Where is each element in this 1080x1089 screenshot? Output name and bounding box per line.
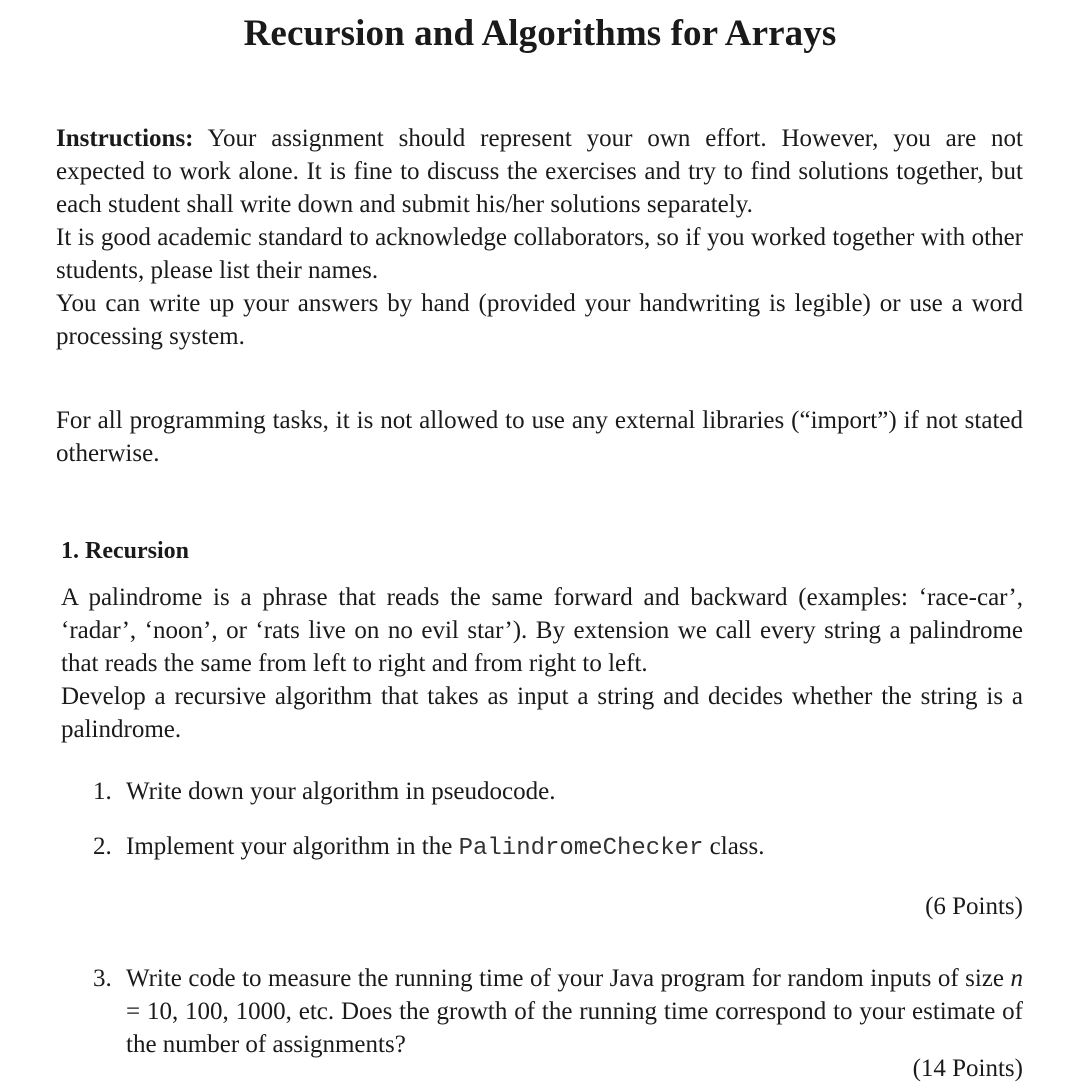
points-label-2: (14 Points) xyxy=(912,1055,1023,1082)
instructions-lead: Instructions: xyxy=(56,125,194,152)
page-title: Recursion and Algorithms for Arrays xyxy=(243,13,837,54)
instructions-paragraph-1 xyxy=(56,122,1023,221)
class-name-code: PalindromeChecker xyxy=(458,835,704,862)
points-label-1: (6 Points) xyxy=(925,893,1023,920)
section-paragraph-2: Develop a recursive algorithm that takes as input a string and decides whether the string is a palindrome. xyxy=(61,683,1023,743)
section-body xyxy=(61,581,1023,746)
task-item-3 xyxy=(93,962,1023,1061)
instructions-text-3: You can write up your answers by hand (provided your handwriting is legible) or use a word processing system. xyxy=(56,290,1023,350)
task-item-2 xyxy=(93,830,1023,865)
section-paragraph-1: A palindrome is a phrase that reads the same forward and backward (examples: ‘race-car’, ‘radar’, ‘noon’, or ‘rats live on no evil star’). By extension we call every string a palindrome that reads the same from left to right and from right to left. xyxy=(61,584,1023,677)
task-text-after: 10, 100, 1000, etc. Does the growth of the running time correspond to your estimate of the number of assignments? xyxy=(126,998,1023,1058)
task-number: 3. xyxy=(93,965,112,992)
instructions-block xyxy=(56,122,1023,353)
task-text-before: Implement your algorithm in the xyxy=(126,833,459,860)
libraries-note: For all programming tasks, it is not allowed to use any external libraries (“import”) if not stated otherwise. xyxy=(56,407,1023,467)
instructions-text-1: Your assignment should represent your own effort. However, you are not expected to work alone. It is fine to discuss the exercises and try to find solutions together, but each student shall write down and submit his/her solutions separately. xyxy=(56,125,1023,218)
task-number: 1. xyxy=(93,778,112,805)
task-text-before: Write code to measure the running time of your Java program for random inputs of size xyxy=(126,965,1011,992)
task-text xyxy=(126,962,1023,1061)
instructions-text-2: It is good academic standard to acknowledge collaborators, so if you worked together with other students, please list their names. xyxy=(56,224,1023,284)
math-operator: = xyxy=(126,998,147,1025)
math-variable: n xyxy=(1010,965,1023,992)
section-heading: 1. Recursion xyxy=(61,538,189,564)
task-text: Write down your algorithm in pseudocode. xyxy=(126,778,556,805)
task-text-after: class. xyxy=(703,833,765,860)
task-number: 2. xyxy=(93,833,112,860)
task-item-1 xyxy=(93,775,1023,808)
task-text xyxy=(126,830,1023,865)
